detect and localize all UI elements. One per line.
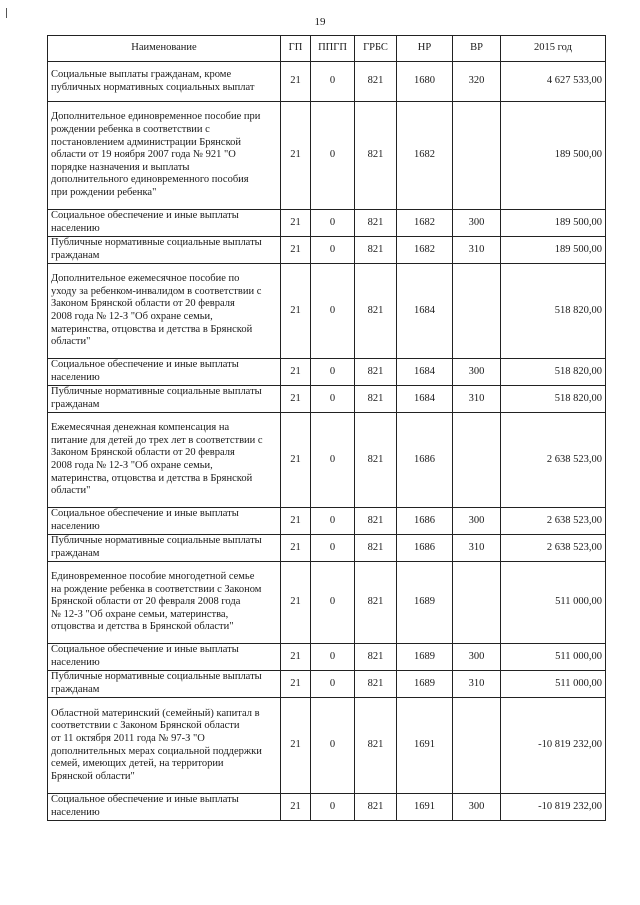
row-ppgp: 0 bbox=[311, 264, 355, 359]
row-grbs: 821 bbox=[355, 535, 397, 562]
row-ppgp: 0 bbox=[311, 562, 355, 644]
row-vr: 300 bbox=[453, 359, 501, 386]
row-name: Социальное обеспечение и иные выплаты населению bbox=[48, 359, 281, 386]
row-gp: 21 bbox=[281, 62, 311, 102]
row-ppgp: 0 bbox=[311, 698, 355, 794]
row-name: Публичные нормативные социальные выплаты гражданам bbox=[48, 386, 281, 413]
row-grbs: 821 bbox=[355, 102, 397, 210]
row-gp: 21 bbox=[281, 535, 311, 562]
row-grbs: 821 bbox=[355, 671, 397, 698]
row-amount: 511 000,00 bbox=[501, 562, 606, 644]
row-nr: 1689 bbox=[397, 644, 453, 671]
row-ppgp: 0 bbox=[311, 794, 355, 821]
row-ppgp: 0 bbox=[311, 386, 355, 413]
row-amount: -10 819 232,00 bbox=[501, 794, 606, 821]
row-gp: 21 bbox=[281, 794, 311, 821]
row-grbs: 821 bbox=[355, 62, 397, 102]
row-nr: 1682 bbox=[397, 102, 453, 210]
row-gp: 21 bbox=[281, 237, 311, 264]
row-nr: 1689 bbox=[397, 562, 453, 644]
table-row bbox=[48, 264, 606, 359]
row-nr: 1684 bbox=[397, 359, 453, 386]
row-name: Областной материнский (семейный) капитал в соответствии с Законом Брянской области от 11 октября 2011 года № 97-З "О дополнительных мерах социальной поддержки семей, имеющих детей, на территории Брянской области" bbox=[48, 698, 281, 794]
row-ppgp: 0 bbox=[311, 237, 355, 264]
header-gp: ГП bbox=[281, 36, 311, 62]
row-vr: 300 bbox=[453, 210, 501, 237]
row-name: Дополнительное единовременное пособие при рождении ребенка в соответствии с постановлением администрации Брянской области от 19 ноября 2007 года № 921 "О порядке назначения и выплаты дополнительного единовременного пособия при рождении ребенка" bbox=[48, 102, 281, 210]
row-gp: 21 bbox=[281, 644, 311, 671]
row-name: Дополнительное ежемесячное пособие по уходу за ребенком-инвалидом в соответствии с Законом Брянской области от 20 февраля 2008 года № 12-З "Об охране семьи, материнства, отцовства и детства в Брянской области" bbox=[48, 264, 281, 359]
table-row bbox=[48, 535, 606, 562]
table-row bbox=[48, 698, 606, 794]
row-nr: 1684 bbox=[397, 386, 453, 413]
table-row bbox=[48, 210, 606, 237]
row-vr bbox=[453, 264, 501, 359]
header-grbs: ГРБС bbox=[355, 36, 397, 62]
table-body bbox=[48, 62, 606, 821]
row-name: Публичные нормативные социальные выплаты гражданам bbox=[48, 237, 281, 264]
table-row bbox=[48, 671, 606, 698]
row-ppgp: 0 bbox=[311, 210, 355, 237]
row-vr: 300 bbox=[453, 794, 501, 821]
row-gp: 21 bbox=[281, 386, 311, 413]
row-ppgp: 0 bbox=[311, 671, 355, 698]
row-amount: 2 638 523,00 bbox=[501, 535, 606, 562]
row-nr: 1680 bbox=[397, 62, 453, 102]
row-ppgp: 0 bbox=[311, 413, 355, 508]
row-grbs: 821 bbox=[355, 508, 397, 535]
row-name: Социальное обеспечение и иные выплаты населению bbox=[48, 210, 281, 237]
row-ppgp: 0 bbox=[311, 359, 355, 386]
row-grbs: 821 bbox=[355, 210, 397, 237]
row-amount: 518 820,00 bbox=[501, 264, 606, 359]
row-nr: 1686 bbox=[397, 535, 453, 562]
table-row bbox=[48, 237, 606, 264]
row-name: Социальное обеспечение и иные выплаты населению bbox=[48, 644, 281, 671]
table-row bbox=[48, 562, 606, 644]
row-gp: 21 bbox=[281, 102, 311, 210]
row-amount: 2 638 523,00 bbox=[501, 508, 606, 535]
row-name: Ежемесячная денежная компенсация на питание для детей до трех лет в соответствии с Законом Брянской области от 20 февраля 2008 года № 12-З "Об охране семьи, материнства, отцовства и детства в Брянской области" bbox=[48, 413, 281, 508]
row-amount: 518 820,00 bbox=[501, 359, 606, 386]
row-ppgp: 0 bbox=[311, 62, 355, 102]
row-amount: 189 500,00 bbox=[501, 102, 606, 210]
row-ppgp: 0 bbox=[311, 102, 355, 210]
table-row bbox=[48, 413, 606, 508]
row-ppgp: 0 bbox=[311, 535, 355, 562]
row-amount: 2 638 523,00 bbox=[501, 413, 606, 508]
row-ppgp: 0 bbox=[311, 644, 355, 671]
row-gp: 21 bbox=[281, 413, 311, 508]
row-vr: 310 bbox=[453, 386, 501, 413]
row-nr: 1691 bbox=[397, 794, 453, 821]
row-amount: 511 000,00 bbox=[501, 644, 606, 671]
row-name: Публичные нормативные социальные выплаты гражданам bbox=[48, 535, 281, 562]
row-ppgp: 0 bbox=[311, 508, 355, 535]
row-amount: 189 500,00 bbox=[501, 237, 606, 264]
row-vr: 300 bbox=[453, 644, 501, 671]
row-vr: 310 bbox=[453, 237, 501, 264]
row-nr: 1684 bbox=[397, 264, 453, 359]
row-nr: 1682 bbox=[397, 210, 453, 237]
page-number: 19 bbox=[314, 16, 326, 28]
row-name: Социальные выплаты гражданам, кроме публичных нормативных социальных выплат bbox=[48, 62, 281, 102]
row-grbs: 821 bbox=[355, 698, 397, 794]
row-gp: 21 bbox=[281, 671, 311, 698]
row-amount: 518 820,00 bbox=[501, 386, 606, 413]
row-vr bbox=[453, 562, 501, 644]
table-row bbox=[48, 508, 606, 535]
row-grbs: 821 bbox=[355, 562, 397, 644]
row-nr: 1691 bbox=[397, 698, 453, 794]
row-gp: 21 bbox=[281, 210, 311, 237]
row-amount: -10 819 232,00 bbox=[501, 698, 606, 794]
header-vr: ВР bbox=[453, 36, 501, 62]
row-name: Единовременное пособие многодетной семье на рождение ребенка в соответствии с Законом Брянской области от 20 февраля 2008 года № 12-З "Об охране семьи, материнства, отцовства и детства в Брянской области" bbox=[48, 562, 281, 644]
row-gp: 21 bbox=[281, 508, 311, 535]
row-gp: 21 bbox=[281, 698, 311, 794]
row-grbs: 821 bbox=[355, 644, 397, 671]
row-nr: 1686 bbox=[397, 413, 453, 508]
row-amount: 4 627 533,00 bbox=[501, 62, 606, 102]
row-gp: 21 bbox=[281, 264, 311, 359]
row-vr: 310 bbox=[453, 535, 501, 562]
row-gp: 21 bbox=[281, 562, 311, 644]
row-grbs: 821 bbox=[355, 237, 397, 264]
table-row bbox=[48, 794, 606, 821]
row-vr bbox=[453, 413, 501, 508]
row-vr: 310 bbox=[453, 671, 501, 698]
row-name: Социальное обеспечение и иные выплаты населению bbox=[48, 794, 281, 821]
row-vr bbox=[453, 698, 501, 794]
row-grbs: 821 bbox=[355, 413, 397, 508]
header-ppgp: ППГП bbox=[311, 36, 355, 62]
header-nr: НР bbox=[397, 36, 453, 62]
row-grbs: 821 bbox=[355, 794, 397, 821]
row-gp: 21 bbox=[281, 359, 311, 386]
row-name: Публичные нормативные социальные выплаты гражданам bbox=[48, 671, 281, 698]
table-row bbox=[48, 102, 606, 210]
row-grbs: 821 bbox=[355, 386, 397, 413]
table-header-row bbox=[48, 36, 606, 62]
row-amount: 189 500,00 bbox=[501, 210, 606, 237]
row-vr: 300 bbox=[453, 508, 501, 535]
header-year: 2015 год bbox=[501, 36, 606, 62]
row-vr bbox=[453, 102, 501, 210]
row-nr: 1682 bbox=[397, 237, 453, 264]
budget-table bbox=[47, 35, 606, 821]
row-nr: 1689 bbox=[397, 671, 453, 698]
table-row bbox=[48, 62, 606, 102]
row-nr: 1686 bbox=[397, 508, 453, 535]
table-row bbox=[48, 644, 606, 671]
row-amount: 511 000,00 bbox=[501, 671, 606, 698]
row-grbs: 821 bbox=[355, 264, 397, 359]
row-vr: 320 bbox=[453, 62, 501, 102]
header-name: Наименование bbox=[48, 36, 281, 62]
row-grbs: 821 bbox=[355, 359, 397, 386]
row-name: Социальное обеспечение и иные выплаты населению bbox=[48, 508, 281, 535]
table-row bbox=[48, 359, 606, 386]
table-row bbox=[48, 386, 606, 413]
